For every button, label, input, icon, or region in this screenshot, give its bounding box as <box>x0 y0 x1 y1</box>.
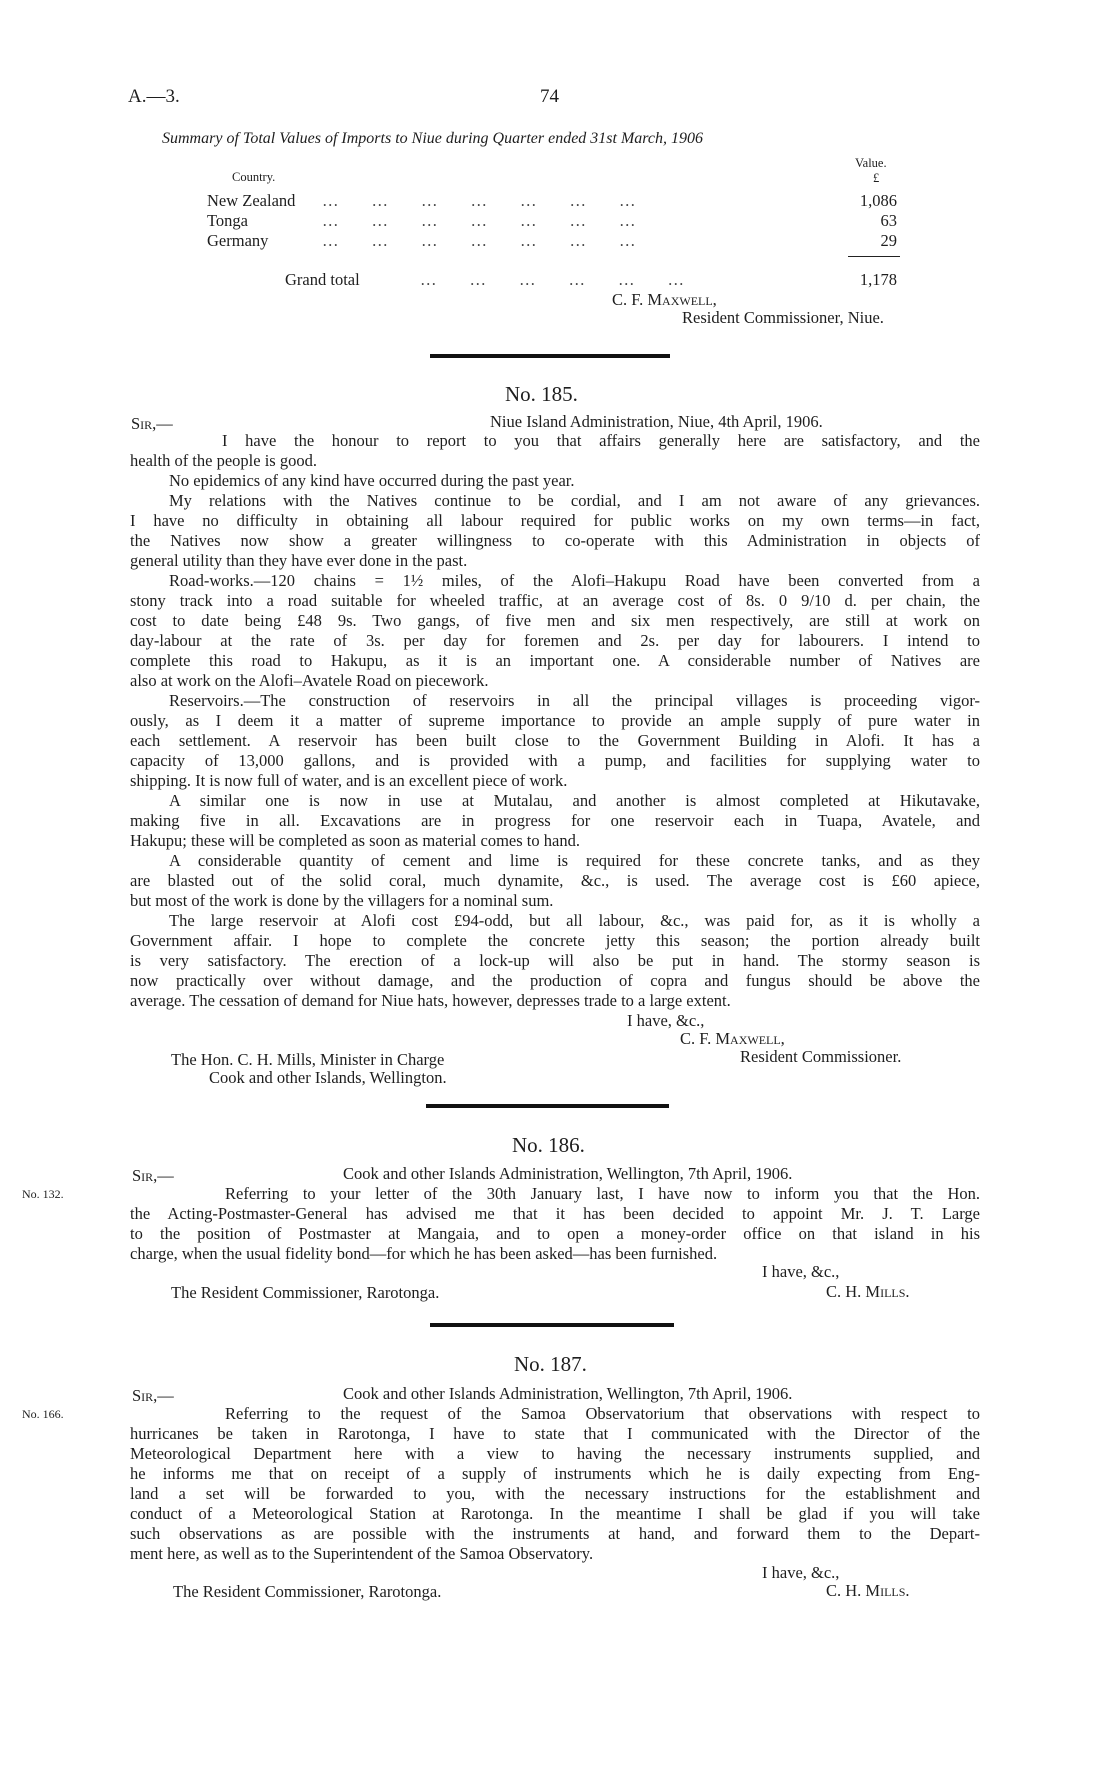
body-line: general utility than they have ever done in the past. <box>130 551 468 570</box>
letter-186-number: No. 186. <box>512 1133 585 1157</box>
body-line: making five in all. Excavations are in progress for one reservoir each in Tuapa, Avatele, and <box>130 811 980 830</box>
body-line: day-labour at the rate of 3s. per day for foremen and 2s. per day for labourers. I intend to <box>130 631 980 650</box>
body-line: the Natives now show a greater willingness to co-operate with this Administration in objects of <box>130 531 980 550</box>
letter-185-number: No. 185. <box>505 382 578 406</box>
col-country-header: Country. <box>232 170 276 184</box>
letter-185-dateline: Niue Island Administration, Niue, 4th April, 1906. <box>490 412 823 431</box>
summary-signature: C. F. Maxwell, <box>612 290 717 309</box>
body-line: Road-works.—120 chains = 1½ miles, of the Alofi–Hakupu Road have been converted from a <box>169 571 980 590</box>
value-cell: 63 <box>880 211 897 230</box>
body-line: My relations with the Natives continue to be cordial, and I am not aware of any grievances. <box>169 491 980 510</box>
body-line: A similar one is now in use at Mutalau, and another is almost completed at Hikutavake, <box>169 791 980 810</box>
body-line: Hakupu; these will be completed as soon as material comes to hand. <box>130 831 580 850</box>
body-line: complete this road to Hakupu, as it is an important one. A considerable number of Natives are <box>130 651 980 670</box>
value-cell: 29 <box>880 231 897 250</box>
body-line: ment here, as well as to the Superintendent of the Samoa Observatory. <box>130 1544 594 1563</box>
body-line: now practically over without damage, and the production of copra and fungus should be above the <box>130 971 980 990</box>
section-divider <box>426 1104 669 1108</box>
section-divider <box>430 354 670 358</box>
letter-187-dateline: Cook and other Islands Administration, Wellington, 7th April, 1906. <box>343 1384 793 1403</box>
body-line: I have no difficulty in obtaining all labour required for public works on my own terms—in fact, <box>130 511 980 530</box>
letter-185-salutation: Sir,— <box>131 414 173 433</box>
body-line: A considerable quantity of cement and lime is required for these concrete tanks, and as they <box>169 851 980 870</box>
letter-185-body <box>130 431 980 1011</box>
body-line: average. The cessation of demand for Niue hats, however, depresses trade to a large extent. <box>130 991 731 1010</box>
letter-186-body <box>130 1184 980 1264</box>
letter-185-signature-title: Resident Commissioner. <box>740 1047 902 1066</box>
body-line: land a set will be forwarded to you, with the necessary instructions for the establishment and <box>130 1484 980 1503</box>
grand-total-label: Grand total <box>285 270 360 289</box>
letter-186-closing: I have, &c., <box>762 1262 840 1281</box>
body-line: health of the people is good. <box>130 451 317 470</box>
page-number: 74 <box>540 86 559 107</box>
body-line: Meteorological Department here with a view to having the necessary instruments supplied, and <box>130 1444 980 1463</box>
body-line: Reservoirs.—The construction of reservoirs in all the principal villages is proceeding vigor- <box>169 691 980 710</box>
table-row <box>207 231 897 251</box>
letter-185-closing: I have, &c., <box>627 1011 705 1030</box>
country-cell: Germany <box>207 231 269 250</box>
grand-total-row <box>285 270 897 290</box>
body-line: stony track into a road suitable for wheeled traffic, at an average cost of 8s. 0 9/10 d. per chain, the <box>130 591 980 610</box>
body-line: but most of the work is done by the villagers for a nominal sum. <box>130 891 554 910</box>
body-line: conduct of a Meteorological Station at Rarotonga. In the meantime I shall be glad if you will take <box>130 1504 980 1523</box>
table-row <box>207 191 897 211</box>
leader-dots: … … … … … … … <box>322 191 636 210</box>
body-line: are blasted out of the solid coral, much dynamite, &c., is used. The average cost is £60 apiece, <box>130 871 980 890</box>
body-line: Government affair. I hope to complete the concrete jetty this season; the portion already built <box>130 931 980 950</box>
summary-rows <box>207 191 897 251</box>
letter-186-signature: C. H. Mills. <box>826 1282 910 1301</box>
letter-187-number: No. 187. <box>514 1352 587 1376</box>
body-line: cost to date being £48 9s. Two gangs, of five men and six men respectively, are still at work on <box>130 611 980 630</box>
country-cell: New Zealand <box>207 191 296 210</box>
body-line: hurricanes be taken in Rarotonga, I have to state that I communicated with the Director of the <box>130 1424 980 1443</box>
letter-187-closing: I have, &c., <box>762 1563 840 1582</box>
total-rule <box>848 256 900 257</box>
body-line: No epidemics of any kind have occurred during the past year. <box>169 471 575 490</box>
table-row <box>207 211 897 231</box>
letter-186-addressee: The Resident Commissioner, Rarotonga. <box>171 1283 440 1302</box>
body-line: such observations as are possible with the instruments at hand, and forward them to the Depart- <box>130 1524 980 1543</box>
body-line: he informs me that on receipt of a supply of instruments which he is daily expecting from Eng- <box>130 1464 980 1483</box>
letter-187-salutation: Sir,— <box>132 1386 174 1405</box>
body-line: The large reservoir at Alofi cost £94-odd, but all labour, &c., was paid for, as it is wholly a <box>169 911 980 930</box>
letter-187-addressee: The Resident Commissioner, Rarotonga. <box>173 1582 442 1601</box>
summary-signature-title: Resident Commissioner, Niue. <box>682 308 884 327</box>
letter-185-signature: C. F. Maxwell, <box>680 1029 785 1048</box>
leader-dots: … … … … … … … <box>322 231 636 250</box>
leader-dots: … … … … … … <box>420 270 684 289</box>
letter-186-dateline: Cook and other Islands Administration, Wellington, 7th April, 1906. <box>343 1164 793 1183</box>
letter-185-addressee: The Hon. C. H. Mills, Minister in Charge <box>171 1050 445 1069</box>
section-divider <box>430 1323 674 1327</box>
value-cell: 1,086 <box>859 191 897 210</box>
col-unit-header: £ <box>873 171 880 185</box>
letter-185-addressee-2: Cook and other Islands, Wellington. <box>209 1068 447 1087</box>
country-cell: Tonga <box>207 211 249 230</box>
letter-187-body <box>130 1404 980 1564</box>
body-line: the Acting-Postmaster-General has advised me that it has been decided to appoint Mr. J. T. Large <box>130 1204 980 1223</box>
body-line: ously, as I deem it a matter of supreme importance to provide an ample supply of pure water in <box>130 711 980 730</box>
body-line: capacity of 13,000 gallons, and is provided with a pump, and facilities for supplying water to <box>130 751 980 770</box>
letter-187-signature: C. H. Mills. <box>826 1581 910 1600</box>
letter-186-margin-ref: No. 132. <box>22 1187 64 1201</box>
body-line: is very satisfactory. The erection of a lock-up will also be put in hand. The stormy season is <box>130 951 980 970</box>
doc-reference: A.—3. <box>128 86 180 107</box>
body-line: also at work on the Alofi–Avatele Road on piecework. <box>130 671 489 690</box>
col-value-header: Value. <box>855 156 887 170</box>
body-line: Referring to the request of the Samoa Observatorium that observations with respect to <box>225 1404 980 1423</box>
letter-186-salutation: Sir,— <box>132 1166 174 1185</box>
leader-dots: … … … … … … … <box>322 211 636 230</box>
grand-total-value: 1,178 <box>859 270 897 289</box>
body-line: Referring to your letter of the 30th January last, I have now to inform you that the Hon. <box>225 1184 980 1203</box>
body-line: charge, when the usual fidelity bond—for which he has been asked—has been furnished. <box>130 1244 718 1263</box>
letter-187-margin-ref: No. 166. <box>22 1407 64 1421</box>
body-line: shipping. It is now full of water, and is an excellent piece of work. <box>130 771 568 790</box>
body-line: to the position of Postmaster at Mangaia, and to open a money-order office on that island in his <box>130 1224 980 1243</box>
body-line: each settlement. A reservoir has been built close to the Government Building in Alofi. It has a <box>130 731 980 750</box>
body-line: I have the honour to report to you that affairs generally here are satisfactory, and the <box>222 431 980 450</box>
summary-title: Summary of Total Values of Imports to Niue during Quarter ended 31st March, 1906 <box>162 130 704 147</box>
